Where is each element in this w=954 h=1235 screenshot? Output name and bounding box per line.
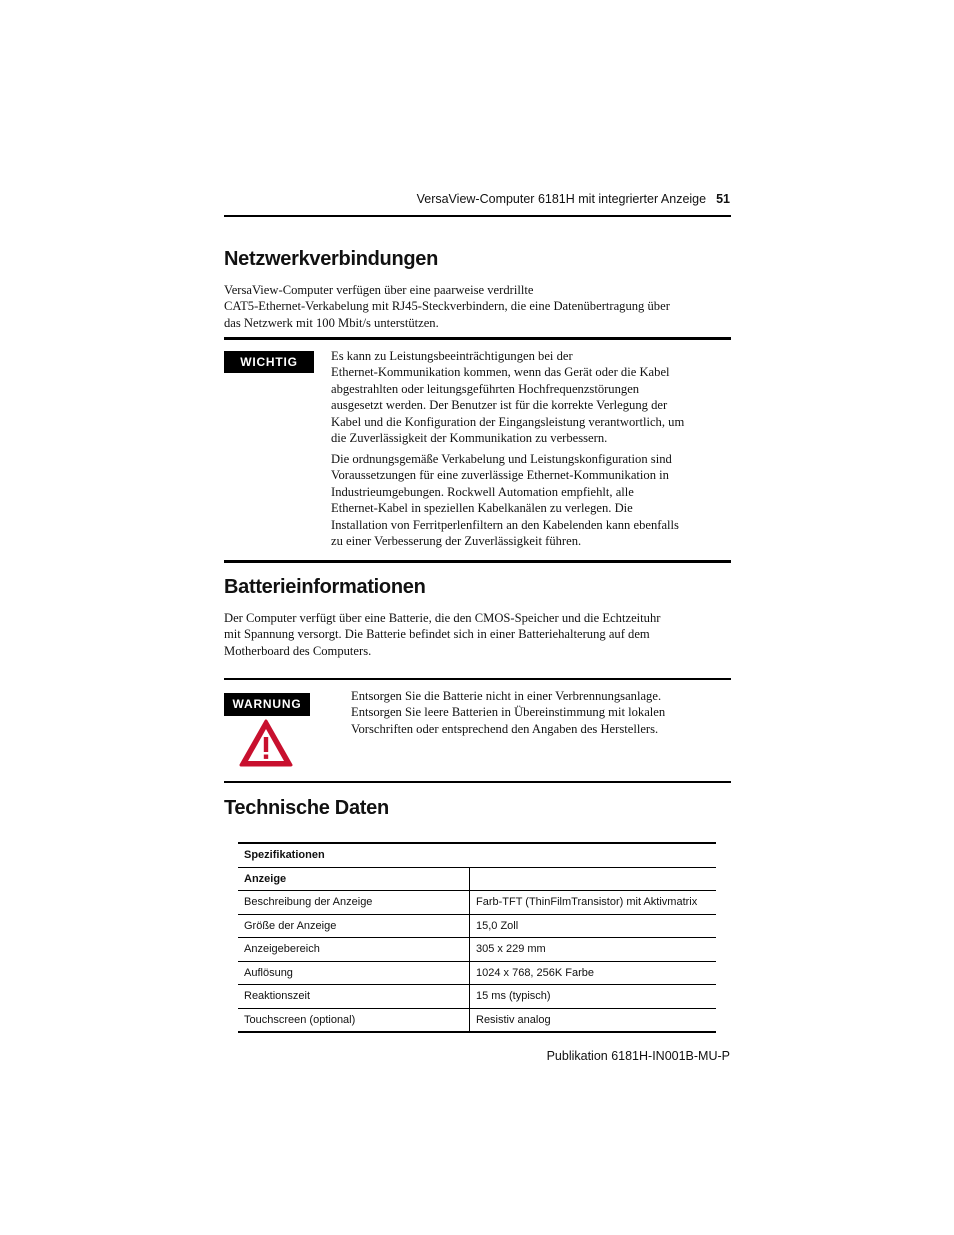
important-line: abgestrahlten oder leitungsgeführten Hochfrequenzstörungen — [331, 381, 640, 396]
heading-battery: Batterieinformationen — [224, 576, 426, 598]
important-line: Ethernet-Kabel in speziellen Kabelkanälen zu verlegen. Die — [331, 501, 633, 516]
spec-value: 305 x 229 mm — [470, 938, 717, 962]
warning-rule-bottom — [224, 781, 731, 783]
spec-value: 15 ms (typisch) — [470, 985, 717, 1009]
warning-line: Entsorgen Sie die Batterie nicht in einer Verbrennungsanlage. — [351, 689, 662, 703]
spec-label: Beschreibung der Anzeige — [238, 891, 470, 915]
table-row — [238, 891, 716, 915]
important-line: Industrieumgebungen. Rockwell Automation empfiehlt, alle — [331, 484, 634, 499]
battery-line: Motherboard des Computers. — [224, 643, 372, 658]
table-row — [238, 961, 716, 985]
important-paragraph-2 — [331, 451, 731, 549]
important-badge: WICHTIG — [224, 351, 314, 373]
warning-paragraph — [351, 688, 731, 737]
warning-triangle-icon — [238, 718, 294, 768]
important-line: Installation von Ferritperlenfiltern an den Kabelenden kann ebenfalls — [331, 517, 679, 532]
important-line: die Zuverlässigkeit der Kommunikation zu verbessern. — [331, 431, 608, 446]
spec-group-label: Anzeige — [238, 867, 470, 891]
spec-label: Reaktionszeit — [238, 985, 470, 1009]
notice-rule-top — [224, 337, 731, 340]
important-line: Die ordnungsgemäße Verkabelung und Leistungskonfiguration sind — [331, 452, 672, 466]
spec-value: Resistiv analog — [470, 1008, 717, 1032]
spec-label: Touchscreen (optional) — [238, 1008, 470, 1032]
spec-table-header-row — [238, 843, 716, 867]
important-line: Es kann zu Leistungsbeeinträchtigungen bei der — [331, 349, 573, 363]
spec-value: 15,0 Zoll — [470, 914, 717, 938]
table-row — [238, 985, 716, 1009]
spec-value: Farb-TFT (ThinFilmTransistor) mit Aktivmatrix — [470, 891, 717, 915]
network-line: CAT5-Ethernet-Verkabelung mit RJ45-Steckverbindern, die eine Datenübertragung über — [224, 299, 670, 314]
warning-badge: WARNUNG — [224, 693, 310, 716]
network-line: VersaView-Computer verfügen über eine paarweise verdrillte — [224, 283, 534, 297]
important-line: Voraussetzungen für eine zuverlässige Ethernet-Kommunikation in — [331, 468, 669, 483]
battery-paragraph — [224, 610, 724, 659]
table-row — [238, 938, 716, 962]
warning-line: Entsorgen Sie leere Batterien in Übereinstimmung mit lokalen — [351, 705, 666, 720]
heading-network: Netzwerkverbindungen — [224, 248, 439, 270]
spec-label: Auflösung — [238, 961, 470, 985]
network-paragraph — [224, 282, 734, 331]
spec-table — [238, 842, 716, 1033]
battery-line: Der Computer verfügt über eine Batterie, die den CMOS-Speicher und die Echtzeituhr — [224, 611, 661, 625]
spec-group-empty — [470, 867, 717, 891]
warning-line: Vorschriften oder entsprechend den Angaben des Herstellers. — [351, 721, 659, 736]
running-header — [224, 192, 730, 210]
notice-rule-bottom — [224, 560, 731, 563]
spec-value: 1024 x 768, 256K Farbe — [470, 961, 717, 985]
important-line: ausgesetzt werden. Der Benutzer ist für die korrekte Verlegung der — [331, 398, 668, 413]
spec-group-row — [238, 867, 716, 891]
header-title: VersaView-Computer 6181H mit integrierter Anzeige — [416, 192, 707, 206]
important-paragraph-1 — [331, 348, 731, 446]
important-line: zu einer Verbesserung der Zuverlässigkeit führen. — [331, 534, 582, 549]
battery-line: mit Spannung versorgt. Die Batterie befindet sich in einer Batteriehalterung auf dem — [224, 627, 650, 642]
spec-table-header: Spezifikationen — [238, 843, 716, 867]
table-row — [238, 914, 716, 938]
header-rule — [224, 215, 731, 217]
spec-label: Anzeigebereich — [238, 938, 470, 962]
important-line: Kabel und die Konfiguration der Eingangsleistung verantwortlich, um — [331, 414, 685, 429]
network-line: das Netzwerk mit 100 Mbit/s unterstützen. — [224, 315, 439, 330]
important-line: Ethernet-Kommunikation kommen, wenn das Gerät oder die Kabel — [331, 365, 670, 380]
heading-specs: Technische Daten — [224, 797, 389, 819]
spec-label: Größe der Anzeige — [238, 914, 470, 938]
page-number: 51 — [716, 192, 730, 206]
table-row — [238, 1008, 716, 1032]
publication-footer: Publikation 6181H-IN001B-MU-P — [546, 1049, 730, 1063]
warning-rule-top — [224, 678, 731, 680]
